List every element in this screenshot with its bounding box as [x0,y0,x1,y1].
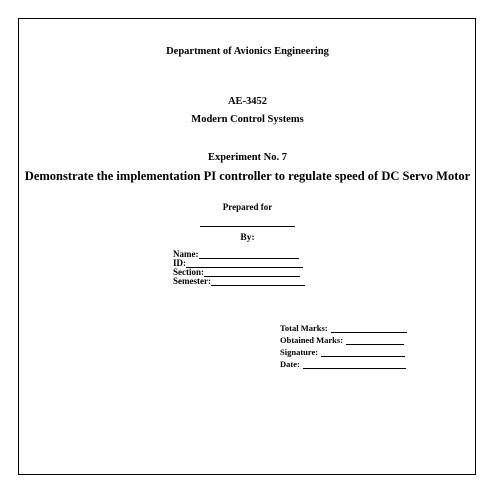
marks-block [280,322,407,370]
department-heading: Department of Avionics Engineering [166,46,329,57]
semester-line[interactable] [211,278,305,286]
name-label: Name: [173,249,199,259]
name-line[interactable] [199,251,299,259]
section-line[interactable] [204,269,300,277]
name-row [173,250,305,259]
date-label: Date: [280,359,300,369]
signature-line[interactable] [321,349,405,357]
semester-row [173,277,305,286]
page-border [18,18,476,475]
total-marks-row [280,322,407,333]
by-label: By: [240,233,255,243]
date-row [280,358,407,369]
date-line[interactable] [303,361,406,369]
semester-label: Semester: [173,276,211,286]
prepared-for-label: Prepared for [222,202,273,212]
total-marks-line[interactable] [331,325,407,333]
signature-label: Signature: [280,347,319,357]
total-marks-label: Total Marks: [280,323,328,333]
student-info-block [173,250,305,286]
obtained-marks-row [280,334,407,345]
experiment-title: Demonstrate the implementation PI controller to regulate speed of DC Servo Motor [24,169,471,183]
prepared-for-line[interactable] [200,226,295,227]
signature-row [280,346,407,357]
course-name: Modern Control Systems [191,114,304,125]
course-code: AE-3452 [227,96,268,107]
experiment-number: Experiment No. 7 [207,152,288,163]
section-label: Section: [173,267,204,277]
obtained-marks-line[interactable] [346,337,404,345]
obtained-marks-label: Obtained Marks: [280,335,344,345]
id-label: ID: [173,258,186,268]
